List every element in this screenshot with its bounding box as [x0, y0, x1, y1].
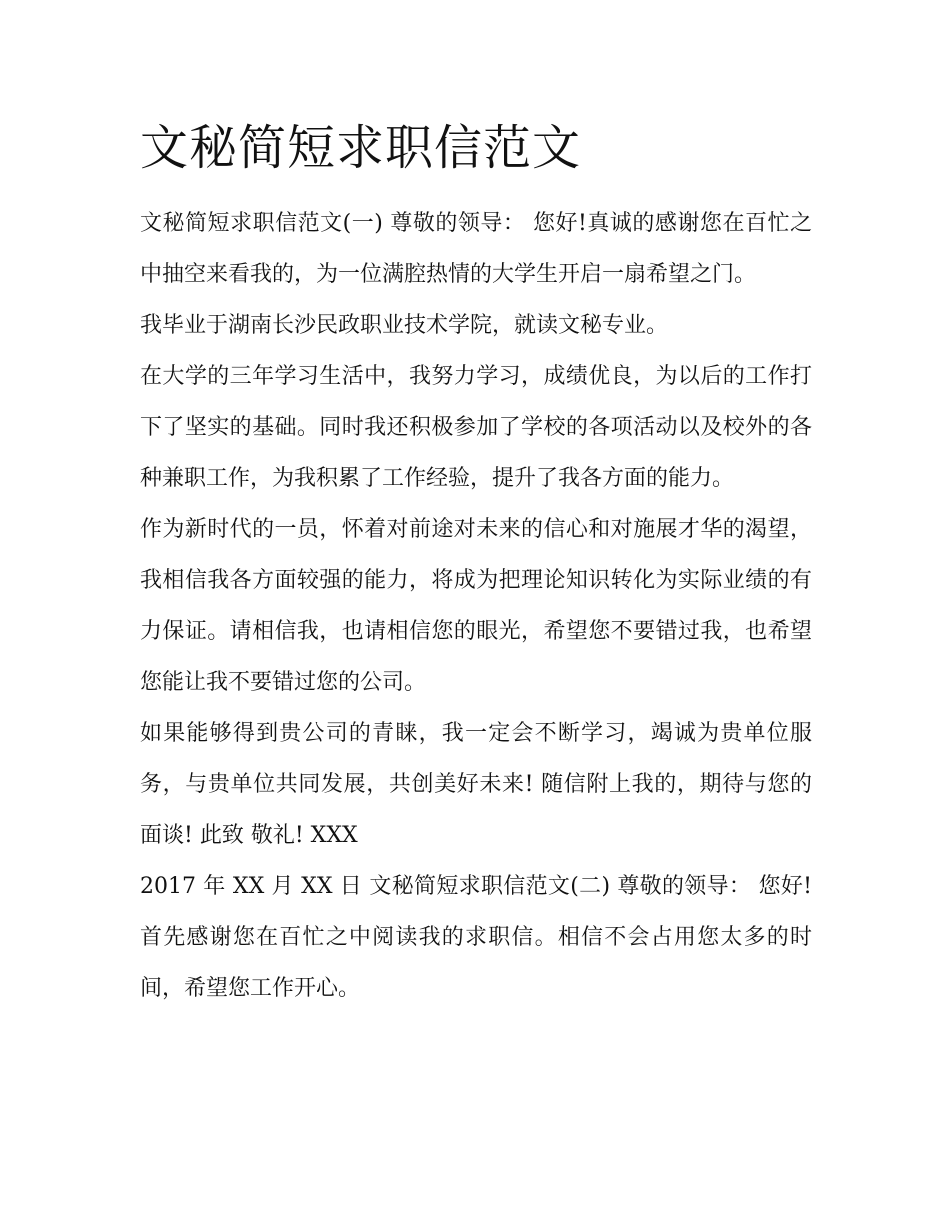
paragraph-university-life: 在大学的三年学习生活中，我努力学习，成绩优良，为以后的工作打下了坚实的基础。同时我还积极参加了学校的各项活动以及校外的各种兼职工作，为我积累了工作经验，提升了我各方面的能力。	[140, 364, 812, 491]
paragraph-confidence: 作为新时代的一员，怀着对前途对未来的信心和对施展才华的渴望，我相信我各方面较强的能力，将成为把理论知识转化为实际业绩的有力保证。请相信我，也请相信您的眼光，希望您不要错过我，也希望您能让我不要错过您的公司。	[140, 517, 812, 695]
paragraph-second-letter: 2017 年 XX 月 XX 日 文秘简短求职信范文(二) 尊敬的领导： 您好! 首先感谢您在百忙之中阅读我的求职信。相信不会占用您太多的时间，希望您工作开心。	[140, 874, 812, 1001]
document-title: 文秘简短求职信范文	[140, 120, 582, 176]
paragraph-education: 我毕业于湖南长沙民政职业技术学院，就读文秘专业。	[140, 313, 669, 338]
paragraph-intro: 文秘简短求职信范文(一) 尊敬的领导： 您好!真诚的感谢您在百忙之中抽空来看我的，为一位满腔热情的大学生开启一扇希望之门。	[140, 211, 812, 287]
document-page	[140, 112, 812, 1014]
paragraph-closing: 如果能够得到贵公司的青睐，我一定会不断学习，竭诚为贵单位服务，与贵单位共同发展，共创美好未来! 随信附上我的，期待与您的面谈! 此致 敬礼! XXX	[140, 721, 812, 848]
